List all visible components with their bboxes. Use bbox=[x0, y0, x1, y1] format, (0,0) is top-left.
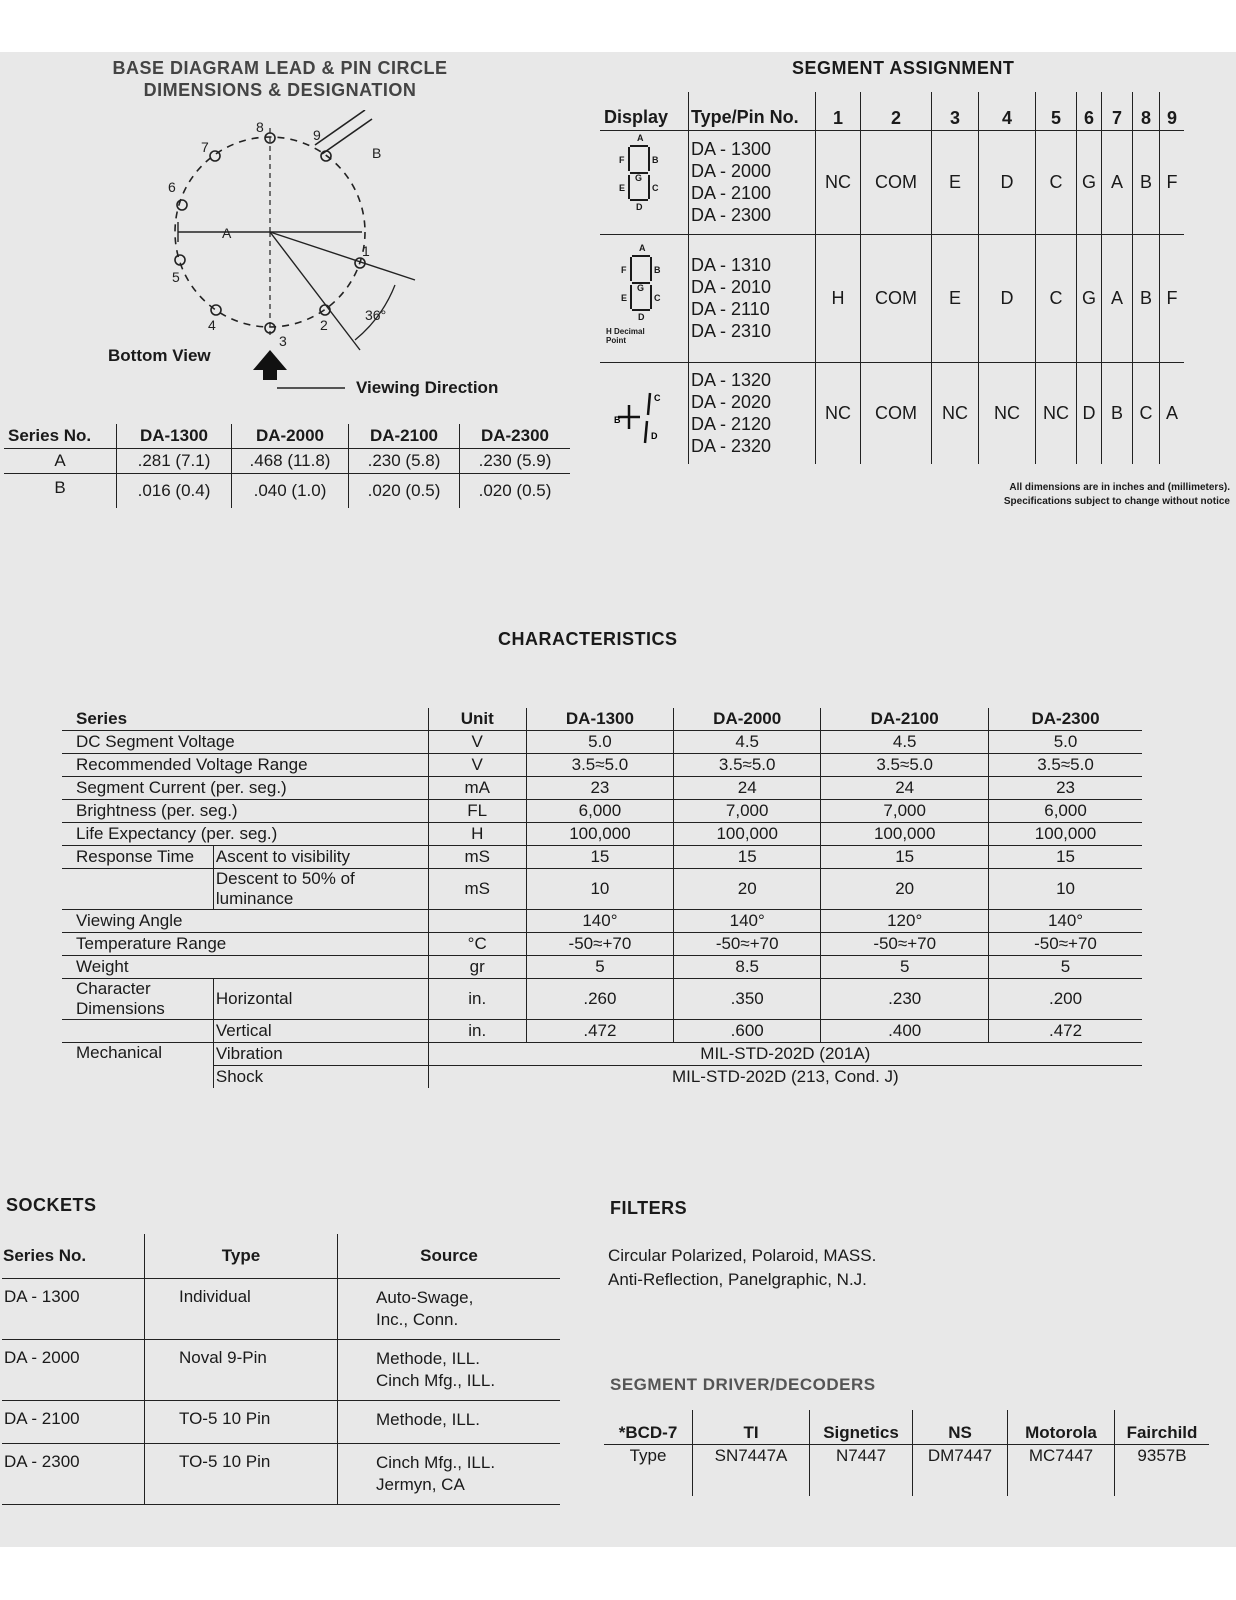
base-diagram-title-line2: DIMENSIONS & DESIGNATION bbox=[143, 80, 417, 100]
char-header-col: DA-2000 bbox=[674, 708, 821, 731]
char-value: -50≈+70 bbox=[674, 933, 821, 956]
seg-letter: A bbox=[639, 242, 646, 253]
char-value: -50≈+70 bbox=[526, 933, 673, 956]
sa-group-2 bbox=[600, 234, 1184, 362]
pin-label-4: 4 bbox=[208, 317, 216, 333]
sa-header-pin: 6 bbox=[1077, 92, 1102, 130]
sa-header-pin: 5 bbox=[1036, 92, 1077, 130]
dims-cell: .468 (11.8) bbox=[232, 449, 349, 474]
segment-assignment-table bbox=[600, 92, 1184, 464]
drivers-header: *BCD-7 bbox=[604, 1410, 693, 1444]
char-value: 15 bbox=[821, 846, 989, 869]
char-label: Segment Current (per. seg.) bbox=[62, 777, 428, 800]
bottom-view-label: Bottom View bbox=[108, 346, 211, 365]
char-value: 5.0 bbox=[526, 731, 673, 754]
char-value: 24 bbox=[674, 777, 821, 800]
sa-pin: E bbox=[932, 130, 979, 234]
drivers-cell: Type bbox=[604, 1444, 693, 1496]
drivers-cell: 9357B bbox=[1137, 1445, 1187, 1465]
char-value: 3.5≈5.0 bbox=[526, 754, 673, 777]
char-value: 120° bbox=[821, 910, 989, 933]
sa-pin: B bbox=[1133, 234, 1160, 362]
char-header-col: DA-1300 bbox=[526, 708, 673, 731]
pin-label-2: 2 bbox=[320, 317, 328, 333]
char-unit: in. bbox=[428, 1020, 526, 1043]
pin9-lead2 bbox=[322, 119, 372, 154]
char-row-shock bbox=[62, 1066, 1142, 1089]
sa-types bbox=[689, 234, 816, 362]
sockets-body bbox=[2, 1278, 560, 1504]
char-value: 5 bbox=[1060, 957, 1071, 976]
drivers-header: Signetics bbox=[810, 1410, 913, 1444]
sockets-row bbox=[2, 1339, 560, 1400]
vibration-label: Vibration bbox=[213, 1043, 428, 1066]
dims-cell: .230 (5.8) bbox=[349, 449, 460, 474]
socket-source-line: Methode, ILL. bbox=[376, 1409, 480, 1429]
char-value: 7,000 bbox=[674, 800, 821, 823]
display-icon-cell bbox=[600, 130, 689, 234]
seg-letter: D bbox=[636, 201, 643, 212]
drivers-cell: SN7447A bbox=[693, 1444, 810, 1496]
char-value: -50≈+70 bbox=[821, 933, 989, 956]
char-row bbox=[62, 754, 1142, 777]
filters-text bbox=[608, 1244, 876, 1292]
sa-pin: B bbox=[1102, 362, 1133, 464]
char-label: Temperature Range bbox=[62, 933, 428, 956]
drivers-table bbox=[604, 1410, 1209, 1496]
socket-source-line: Jermyn, CA bbox=[376, 1474, 465, 1494]
socket-series: DA - 1300 bbox=[2, 1278, 145, 1339]
socket-type: TO-5 10 Pin bbox=[145, 1400, 338, 1443]
char-unit: mS bbox=[428, 869, 526, 910]
pin-label-3: 3 bbox=[279, 333, 287, 349]
sa-header-pin: 9 bbox=[1166, 107, 1177, 128]
seg-letter: D bbox=[651, 430, 658, 441]
sa-header-type: Type/Pin No. bbox=[689, 92, 816, 130]
drivers-cell: MC7447 bbox=[1008, 1444, 1115, 1496]
char-row bbox=[62, 777, 1142, 800]
pin-label-8: 8 bbox=[256, 119, 264, 135]
sockets-table bbox=[2, 1234, 560, 1505]
drivers-header: Fairchild bbox=[1126, 1422, 1198, 1442]
dims-header-series: Series No. bbox=[4, 424, 117, 449]
char-row bbox=[62, 933, 1142, 956]
char-row bbox=[62, 956, 1142, 979]
sa-types bbox=[689, 130, 816, 234]
char-value: .400 bbox=[821, 1020, 989, 1043]
seg-letter: F bbox=[619, 154, 625, 165]
char-value: 3.5≈5.0 bbox=[1037, 755, 1094, 774]
sa-type: DA - 1310 bbox=[691, 255, 772, 275]
char-label bbox=[62, 869, 213, 910]
seg-letter: A bbox=[637, 132, 644, 143]
seg-letter: C bbox=[652, 182, 659, 193]
char-label: Response Time bbox=[76, 847, 195, 866]
socket-type: TO-5 10 Pin bbox=[145, 1443, 338, 1504]
char-value: 23 bbox=[1056, 778, 1075, 797]
seg-letter: D bbox=[638, 311, 645, 322]
sockets-row bbox=[2, 1400, 560, 1443]
base-diagram-title-line1: BASE DIAGRAM LEAD & PIN CIRCLE bbox=[112, 58, 448, 78]
sa-pin: D bbox=[979, 234, 1036, 362]
dims-row-a bbox=[4, 449, 570, 474]
char-value: 7,000 bbox=[821, 800, 989, 823]
socket-series: DA - 2100 bbox=[2, 1400, 145, 1443]
pin-2 bbox=[320, 305, 330, 315]
sa-type: DA - 1300 bbox=[691, 139, 772, 159]
sa-type: DA - 2310 bbox=[691, 321, 772, 341]
sockets-title: SOCKETS bbox=[6, 1195, 97, 1215]
char-unit: V bbox=[428, 731, 526, 754]
seg-letter: B bbox=[652, 154, 659, 165]
decimal-point-label: H Decimal Point bbox=[606, 326, 645, 345]
segment-assignment-title: SEGMENT ASSIGNMENT bbox=[792, 58, 1015, 78]
char-value: 140° bbox=[526, 910, 673, 933]
char-value: 15 bbox=[526, 846, 673, 869]
char-value: 100,000 bbox=[1034, 824, 1097, 843]
dims-cell: A bbox=[4, 449, 117, 474]
socket-type: Individual bbox=[145, 1278, 338, 1339]
seg-letter: C bbox=[654, 392, 661, 403]
sockets-header: Source bbox=[420, 1245, 478, 1265]
shock-label: Shock bbox=[213, 1066, 428, 1089]
sa-pin: C bbox=[1036, 234, 1077, 362]
dims-cell: .016 (0.4) bbox=[117, 474, 232, 509]
char-unit: V bbox=[428, 754, 526, 777]
socket-source bbox=[338, 1443, 561, 1504]
seg-letter: B bbox=[614, 414, 621, 425]
char-value: 140° bbox=[1047, 911, 1084, 930]
char-value: 100,000 bbox=[674, 823, 821, 846]
socket-source-line: Cinch Mfg., ILL. bbox=[376, 1452, 496, 1472]
series-dimensions-table bbox=[4, 424, 570, 508]
char-value: .230 bbox=[821, 979, 989, 1020]
char-header-col: DA-2300 bbox=[1031, 709, 1100, 728]
char-value: 5 bbox=[821, 956, 989, 979]
filters-title: FILTERS bbox=[610, 1198, 688, 1218]
char-value: 5 bbox=[526, 956, 673, 979]
dims-cell: .020 (0.5) bbox=[349, 474, 460, 509]
seg-letter: G bbox=[635, 172, 643, 183]
char-unit: H bbox=[428, 823, 526, 846]
drivers-cell: DM7447 bbox=[913, 1444, 1008, 1496]
char-value: 3.5≈5.0 bbox=[821, 754, 989, 777]
seg-letter: C bbox=[654, 292, 661, 303]
pin-label-1: 1 bbox=[362, 243, 370, 259]
sa-pin: COM bbox=[861, 362, 932, 464]
sa-pin: A bbox=[1165, 402, 1178, 423]
char-value: .200 bbox=[1048, 989, 1083, 1008]
char-unit: gr bbox=[428, 956, 526, 979]
pin1-line bbox=[270, 232, 415, 280]
dims-header-da1300: DA-1300 bbox=[117, 424, 232, 449]
display-icon-cell bbox=[600, 362, 689, 464]
char-value: .472 bbox=[526, 1020, 673, 1043]
sa-pin: E bbox=[932, 234, 979, 362]
sa-pin: NC bbox=[816, 130, 861, 234]
socket-type: Noval 9-Pin bbox=[145, 1339, 338, 1400]
char-value: 20 bbox=[821, 869, 989, 910]
sockets-header: Series No. bbox=[2, 1234, 145, 1278]
sa-pin: G bbox=[1077, 130, 1102, 234]
display-icon-cell bbox=[600, 234, 689, 362]
char-label: Weight bbox=[62, 956, 428, 979]
pin-4 bbox=[211, 305, 221, 315]
sa-pin: C bbox=[1133, 362, 1160, 464]
char-unit: mS bbox=[428, 846, 526, 869]
sa-type: DA - 2100 bbox=[691, 183, 772, 203]
seg-letter: E bbox=[621, 292, 628, 303]
sa-pin: D bbox=[1077, 362, 1102, 464]
note-line2: Specifications subject to change without notice bbox=[1003, 496, 1230, 507]
sa-pin: NC bbox=[979, 362, 1036, 464]
socket-series: DA - 2300 bbox=[2, 1443, 145, 1504]
char-row bbox=[62, 823, 1142, 846]
note-line1: All dimensions are in inches and (millimeters). bbox=[1009, 482, 1230, 493]
socket-source bbox=[338, 1339, 561, 1400]
characteristics-body bbox=[62, 731, 1142, 1043]
pin-7 bbox=[210, 151, 220, 161]
char-unit: FL bbox=[428, 800, 526, 823]
drivers-row bbox=[604, 1444, 1209, 1496]
dims-cell: B bbox=[4, 474, 117, 509]
char-label: DC Segment Voltage bbox=[62, 731, 428, 754]
sockets-row bbox=[2, 1278, 560, 1339]
sa-type: DA - 2320 bbox=[691, 436, 772, 457]
viewing-direction-label: Viewing Direction bbox=[356, 378, 499, 397]
seg-letter: F bbox=[621, 264, 627, 275]
sa-types bbox=[689, 362, 816, 464]
characteristics-table bbox=[62, 708, 1142, 1088]
char-value: 8.5 bbox=[674, 956, 821, 979]
char-value: 15 bbox=[1056, 847, 1075, 866]
sa-pin: B bbox=[1133, 130, 1160, 234]
characteristics-title: CHARACTERISTICS bbox=[498, 629, 678, 649]
dims-header-da2100: DA-2100 bbox=[349, 424, 460, 449]
char-value: 24 bbox=[821, 777, 989, 800]
char-header-series: Series bbox=[62, 708, 428, 731]
dimension-b-label: B bbox=[372, 145, 382, 161]
char-value: 4.5 bbox=[674, 731, 821, 754]
char-value: 20 bbox=[674, 869, 821, 910]
drivers-header: Motorola bbox=[1008, 1410, 1115, 1444]
char-unit: °C bbox=[428, 933, 526, 956]
dims-cell: .040 (1.0) bbox=[232, 474, 349, 509]
sa-type: DA - 2020 bbox=[691, 392, 772, 413]
char-row bbox=[62, 869, 1142, 910]
base-diagram-title bbox=[60, 57, 500, 101]
char-unit bbox=[428, 910, 526, 933]
pin-label-7: 7 bbox=[201, 139, 209, 155]
char-sublabel: Descent to 50% of luminance bbox=[213, 869, 428, 910]
char-unit: mA bbox=[428, 777, 526, 800]
char-value: 6,000 bbox=[526, 800, 673, 823]
char-value: 6,000 bbox=[1044, 801, 1087, 820]
char-value: 140° bbox=[674, 910, 821, 933]
dims-row-b bbox=[4, 474, 570, 509]
char-value: 3.5≈5.0 bbox=[674, 754, 821, 777]
char-label: Viewing Angle bbox=[62, 910, 428, 933]
sa-header-pin: 2 bbox=[861, 92, 932, 130]
viewing-arrow-icon bbox=[253, 350, 287, 370]
sa-group-3 bbox=[600, 362, 1184, 464]
sockets-header: Type bbox=[145, 1234, 338, 1278]
plus-one-icon bbox=[614, 373, 674, 453]
char-header-unit: Unit bbox=[428, 708, 526, 731]
filters-line2: Anti-Reflection, Panelgraphic, N.J. bbox=[608, 1270, 867, 1289]
char-value: -50≈+70 bbox=[1034, 934, 1097, 953]
char-row bbox=[62, 979, 1142, 1020]
drivers-title: SEGMENT DRIVER/DECODERS bbox=[610, 1375, 876, 1394]
seven-segment-dp-icon bbox=[606, 242, 674, 361]
sockets-row bbox=[2, 1443, 560, 1504]
dims-header-da2300: DA-2300 bbox=[480, 426, 550, 445]
sa-header-pin: 1 bbox=[816, 92, 861, 130]
char-label: Brightness (per. seg.) bbox=[62, 800, 428, 823]
sa-pin: A bbox=[1102, 130, 1133, 234]
sa-pin: A bbox=[1102, 234, 1133, 362]
char-value: .350 bbox=[674, 979, 821, 1020]
char-value: 100,000 bbox=[821, 823, 989, 846]
char-unit: in. bbox=[428, 979, 526, 1020]
sa-header-display: Display bbox=[600, 92, 689, 130]
char-label: Recommended Voltage Range bbox=[62, 754, 428, 777]
sa-pin: C bbox=[1036, 130, 1077, 234]
char-row bbox=[62, 800, 1142, 823]
sa-header-pin: 7 bbox=[1102, 92, 1133, 130]
dims-cell: .020 (0.5) bbox=[478, 481, 552, 500]
pin-label-9: 9 bbox=[313, 127, 321, 143]
sa-pin: COM bbox=[861, 234, 932, 362]
char-value: 5.0 bbox=[1053, 732, 1078, 751]
char-value: 15 bbox=[674, 846, 821, 869]
char-value: 10 bbox=[526, 869, 673, 910]
char-label: Character Dimensions bbox=[76, 979, 165, 1018]
dimension-a-label: A bbox=[222, 225, 232, 241]
drivers-header: NS bbox=[913, 1410, 1008, 1444]
char-row bbox=[62, 1020, 1142, 1043]
char-row-vibration bbox=[62, 1043, 1142, 1066]
sa-pin: NC bbox=[1036, 362, 1077, 464]
mechanical-label: Mechanical bbox=[76, 1043, 162, 1062]
char-header-col: DA-2100 bbox=[821, 708, 989, 731]
sa-pin: NC bbox=[932, 362, 979, 464]
char-sublabel: Horizontal bbox=[213, 979, 428, 1020]
char-value: 10 bbox=[1056, 879, 1075, 898]
sa-header-pin: 3 bbox=[932, 92, 979, 130]
socket-series: DA - 2000 bbox=[2, 1339, 145, 1400]
pin-label-6: 6 bbox=[168, 179, 176, 195]
sa-type: DA - 2110 bbox=[691, 299, 770, 319]
filters-line1: Circular Polarized, Polaroid, MASS. bbox=[608, 1246, 877, 1265]
sa-pin: F bbox=[1166, 171, 1178, 192]
sa-header-pin: 8 bbox=[1133, 92, 1160, 130]
sa-group-1 bbox=[600, 130, 1184, 234]
pin9-lead bbox=[315, 110, 365, 145]
char-label: Life Expectancy (per. seg.) bbox=[62, 823, 428, 846]
char-value: .600 bbox=[674, 1020, 821, 1043]
seg-letter: G bbox=[637, 282, 645, 293]
sa-pin: F bbox=[1166, 287, 1178, 308]
char-label bbox=[62, 1020, 213, 1043]
sa-type: DA - 2010 bbox=[691, 277, 772, 297]
socket-source-line: Cinch Mfg., ILL. bbox=[376, 1370, 496, 1390]
pin-label-5: 5 bbox=[172, 269, 180, 285]
socket-source-line: Auto-Swage, bbox=[376, 1287, 474, 1307]
vibration-value: MIL-STD-202D (201A) bbox=[700, 1044, 871, 1063]
sa-pin: D bbox=[979, 130, 1036, 234]
char-value: 4.5 bbox=[821, 731, 989, 754]
sa-type: DA - 1320 bbox=[691, 370, 772, 391]
socket-source-line: Methode, ILL. bbox=[376, 1348, 480, 1368]
drivers-header: TI bbox=[693, 1410, 810, 1444]
char-row bbox=[62, 846, 1142, 869]
sa-pin: G bbox=[1077, 234, 1102, 362]
seven-segment-icon bbox=[619, 132, 662, 221]
dims-header-da2000: DA-2000 bbox=[232, 424, 349, 449]
sa-pin: NC bbox=[816, 362, 861, 464]
sa-type: DA - 2120 bbox=[691, 414, 772, 435]
sa-type: DA - 2300 bbox=[691, 205, 772, 225]
char-value: 100,000 bbox=[526, 823, 673, 846]
dimensions-note bbox=[900, 481, 1230, 509]
sa-header-pin: 4 bbox=[979, 92, 1036, 130]
char-sublabel: Ascent to visibility bbox=[213, 846, 428, 869]
seg-letter: B bbox=[654, 264, 661, 275]
angle-label: 36° bbox=[365, 307, 387, 323]
char-row bbox=[62, 731, 1142, 754]
socket-source bbox=[338, 1400, 561, 1443]
sa-pin: COM bbox=[861, 130, 932, 234]
char-value: .472 bbox=[1048, 1021, 1083, 1040]
sa-pin: H bbox=[816, 234, 861, 362]
char-row bbox=[62, 910, 1142, 933]
char-sublabel: Vertical bbox=[213, 1020, 428, 1043]
sa-type: DA - 2000 bbox=[691, 161, 772, 181]
socket-source-line: Inc., Conn. bbox=[376, 1309, 459, 1329]
dims-cell: .230 (5.9) bbox=[478, 451, 552, 470]
dims-cell: .281 (7.1) bbox=[117, 449, 232, 474]
shock-value: MIL-STD-202D (213, Cond. J) bbox=[671, 1067, 899, 1086]
char-value: .260 bbox=[526, 979, 673, 1020]
seg-letter: E bbox=[619, 182, 626, 193]
socket-source bbox=[338, 1278, 561, 1339]
char-value: 23 bbox=[526, 777, 673, 800]
drivers-cell: N7447 bbox=[810, 1444, 913, 1496]
